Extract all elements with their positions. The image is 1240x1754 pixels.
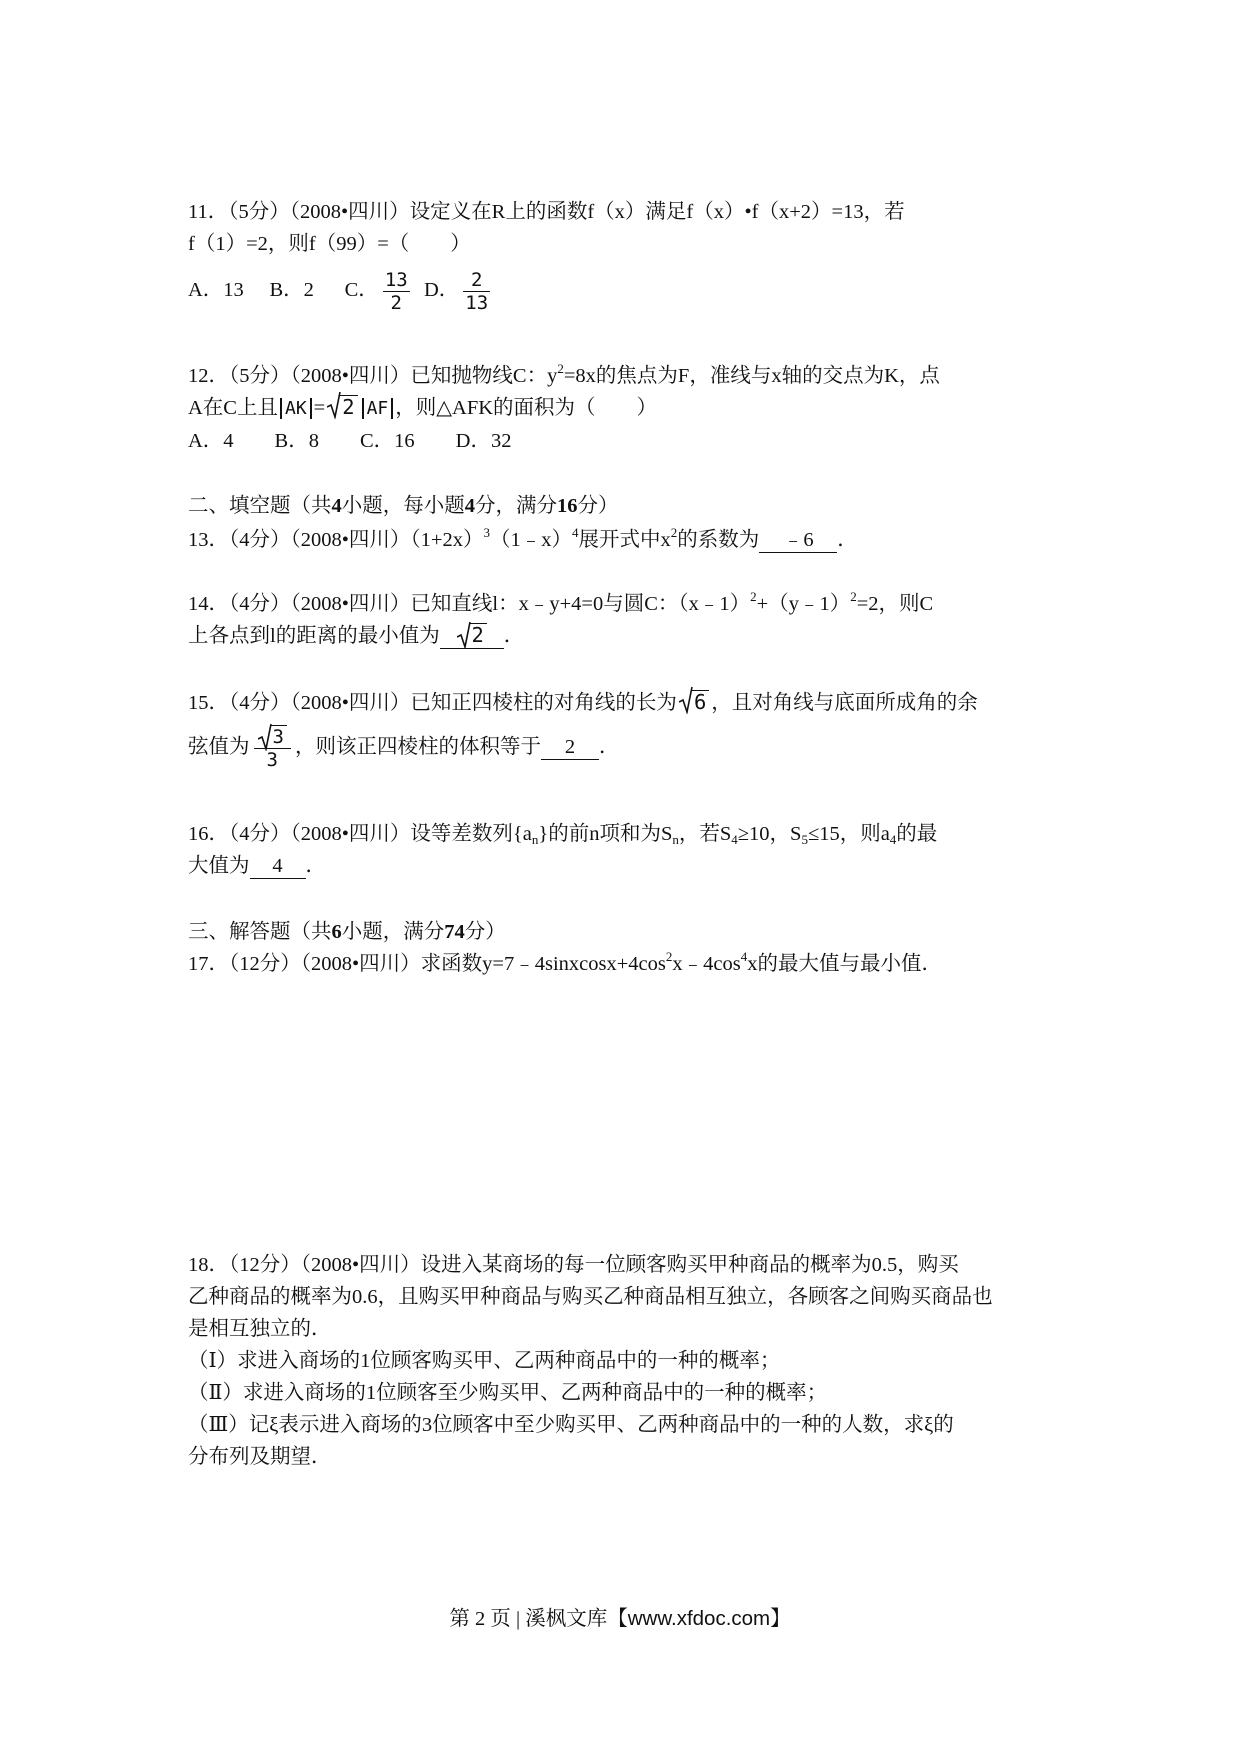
q14-line1	[188, 590, 933, 618]
period: ．	[305, 855, 326, 877]
q11-option-a: A．13	[188, 279, 244, 301]
sqrt-symbol	[457, 623, 487, 647]
q13-mid: （1﹣x）	[490, 529, 572, 551]
radical-icon	[258, 723, 272, 751]
q13-pre: 13．（4分）（2008•四川）（1+2x）	[188, 529, 484, 551]
sqrt-symbol	[679, 688, 709, 716]
q11-options	[188, 266, 494, 314]
q17-pre: 17．（12分）（2008•四川）求函数y=7﹣4sinxcosx+4cos	[188, 953, 666, 975]
q13-post2: 的系数为	[677, 529, 760, 551]
q13-answer: ﹣6	[759, 528, 837, 553]
q12-line1-rest: =8x的焦点为F，准线与x轴的交点为K，点	[563, 365, 940, 387]
radicand: 2	[339, 395, 357, 418]
q16-answer: 4	[250, 854, 306, 879]
sqrt-symbol	[327, 393, 357, 421]
radical-icon	[457, 621, 471, 649]
radical-icon	[679, 686, 693, 714]
abs-af: AF	[362, 398, 394, 419]
period: ．	[503, 625, 525, 647]
q12-options: A．4 B．8 C．16 D．32	[188, 430, 512, 452]
q15-line2-mid: ，则该正四棱柱的体积等于	[294, 736, 541, 758]
q15-line2	[188, 722, 619, 772]
q11-option-d-label: D．	[423, 279, 460, 301]
q17-post: x的最大值与最小值．	[747, 953, 942, 975]
q12-line1-text: 12．（5分）（2008•四川）已知抛物线C：y	[188, 365, 558, 387]
q12-line2-pre: A在C上且	[188, 397, 278, 419]
q13-post: 展开式中x	[578, 529, 671, 551]
q16-line2	[188, 852, 326, 880]
subscript: n	[672, 832, 679, 847]
abs-ak: AK	[280, 398, 312, 419]
q11-line1: 11．（5分）（2008•四川）设定义在R上的函数f（x）满足f（x）•f（x+2）=13，若	[188, 201, 905, 223]
q15-fraction	[254, 725, 291, 771]
fraction-numerator: 2	[463, 269, 490, 292]
equals-sign: =	[313, 397, 326, 419]
subscript: n	[531, 832, 539, 847]
q14-line1-post: =2，则C	[856, 593, 934, 615]
q12-line1	[188, 362, 940, 390]
q13-line	[188, 526, 858, 554]
q16-line1-pre: 16．（4分）（2008•四川）设等差数列{a	[188, 823, 532, 845]
radicand: 2	[469, 623, 487, 646]
superscript: 4	[572, 525, 579, 540]
superscript: 4	[740, 949, 748, 964]
q18-part3-continued: 分布列及期望．	[188, 1446, 332, 1468]
section2-mid1: 小题，每小题	[341, 495, 465, 517]
section2-mid2: 分，满分	[475, 495, 557, 517]
section3-mid: 小题，满分	[341, 921, 445, 943]
q16-line1-mid3: ≥10，S	[737, 823, 802, 845]
section3-post: 分）	[464, 921, 506, 943]
q11-option-b: B．2	[269, 279, 314, 301]
q18-line1: 18．（12分）（2008•四川）设进入某商场的每一位顾客购买甲种商品的概率为0.5，购买	[188, 1254, 959, 1276]
section2-each: 4	[464, 495, 475, 517]
section2-count: 4	[331, 495, 342, 517]
q18-line3: 是相互独立的．	[188, 1318, 332, 1340]
q17-line	[188, 950, 942, 978]
q16-line1-post: 的最	[896, 823, 938, 845]
q15-line1-pre: 15．（4分）（2008•四川）已知正四棱柱的对角线的长为	[188, 692, 677, 714]
section2-pre: 二、填空题（共	[188, 495, 332, 517]
q18-part3: （Ⅲ）记ξ表示进入商场的3位顾客中至少购买甲、乙两种商品中的一种的人数，求ξ的	[188, 1414, 954, 1436]
q15-line1	[188, 688, 978, 717]
q14-mid: +（y﹣1）	[756, 593, 851, 615]
q18-part1: （Ⅰ）求进入商场的1位顾客购买甲、乙两种商品中的一种的概率；	[188, 1350, 781, 1372]
q16-line1-mid4: ≤15，则a	[807, 823, 890, 845]
fraction-denominator: 13	[465, 291, 489, 314]
period: ．	[837, 529, 858, 551]
q17-mid: x﹣4cos	[672, 953, 741, 975]
radicand: 6	[691, 690, 709, 713]
q18-line2: 乙种商品的概率为0.6，且购买甲种商品与购买乙种商品相互独立，各顾客之间购买商品也	[188, 1286, 993, 1308]
q16-line1	[188, 820, 937, 848]
section2-total: 16	[557, 495, 578, 517]
q11-option-c-label: C．	[344, 279, 379, 301]
fraction-denominator: 2	[390, 291, 402, 314]
section3-count: 6	[331, 921, 342, 943]
subscript: 4	[731, 832, 738, 847]
footer-url: 【www.xfdoc.com】	[607, 1607, 791, 1630]
q15-line2-pre: 弦值为	[188, 736, 250, 758]
subscript: 5	[801, 832, 808, 847]
fraction-numerator	[254, 725, 291, 748]
q12-line2	[188, 393, 657, 423]
section3-heading	[188, 918, 506, 946]
superscript: 3	[483, 525, 490, 540]
superscript: 2	[557, 361, 564, 376]
q14-line2	[188, 622, 524, 650]
q11-option-c-fraction	[383, 269, 410, 314]
q16-line2-pre: 大值为	[188, 855, 250, 877]
q11-option-d-fraction	[463, 269, 490, 314]
q14-line2-pre: 上各点到l的距离的最小值为	[188, 625, 440, 647]
footer-page-number: 第 2 页 | 溪枫文库	[449, 1608, 608, 1630]
q12-line2-post: ，则△AFK的面积为（ ）	[395, 397, 658, 419]
q14-answer	[440, 623, 504, 649]
q18-part2: （Ⅱ）求进入商场的1位顾客至少购买甲、乙两种商品中的一种的概率；	[188, 1382, 828, 1404]
sqrt-symbol	[258, 725, 287, 748]
superscript: 2	[750, 589, 757, 604]
q16-line1-mid2: ，若S	[678, 823, 732, 845]
section2-post: 分）	[577, 495, 619, 517]
radicand: 3	[270, 725, 287, 748]
page-footer	[0, 1605, 1240, 1633]
q11-line2: f（1）=2，则f（99）=（ ）	[188, 233, 471, 255]
q14-line1-pre: 14．（4分）（2008•四川）已知直线l：x﹣y+4=0与圆C：（x﹣1）	[188, 593, 751, 615]
subscript: 4	[889, 832, 897, 847]
superscript: 2	[670, 525, 678, 540]
q16-line1-mid: }的前n项和为S	[538, 823, 673, 845]
period: ．	[598, 736, 620, 758]
q15-line1-post: ，且对角线与底面所成角的余	[711, 692, 978, 714]
section3-pre: 三、解答题（共	[188, 921, 332, 943]
superscript: 2	[665, 949, 673, 964]
section2-heading	[188, 492, 619, 520]
q15-answer: 2	[541, 735, 599, 760]
superscript: 2	[850, 589, 857, 604]
fraction-numerator: 13	[384, 268, 408, 291]
section3-total: 74	[444, 921, 465, 943]
radical-icon	[327, 391, 341, 419]
fraction-denominator: 3	[254, 748, 291, 771]
